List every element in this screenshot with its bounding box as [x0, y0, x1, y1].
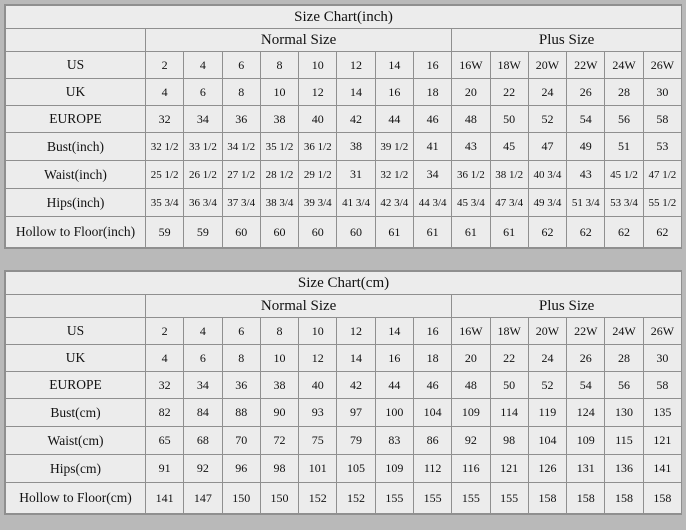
table-cell: 49 3/4: [528, 189, 566, 217]
table-cell: 24W: [605, 318, 643, 345]
table-cell: 135: [643, 399, 681, 427]
table-cell: 22W: [567, 318, 605, 345]
table-cell: 16: [375, 345, 413, 372]
table-cell: 33 1/2: [184, 133, 222, 161]
table-cell: 45 3/4: [452, 189, 490, 217]
table-cell: 36 3/4: [184, 189, 222, 217]
table-cell: 75: [299, 427, 337, 455]
table-cell: 47: [528, 133, 566, 161]
table-cell: 6: [184, 345, 222, 372]
table-cell: 10: [260, 345, 298, 372]
table-row: [6, 133, 682, 161]
table-cell: 39 1/2: [375, 133, 413, 161]
table-cell: 30: [643, 79, 681, 106]
row-label: US: [6, 318, 146, 345]
table-cell: 24W: [605, 52, 643, 79]
table-cell: 61: [375, 217, 413, 248]
table-cell: 16: [413, 52, 451, 79]
table-cell: 42: [337, 106, 375, 133]
table-cell: 152: [337, 483, 375, 514]
table-cell: 44: [375, 372, 413, 399]
table-cell: 62: [605, 217, 643, 248]
table-cell: 4: [184, 52, 222, 79]
table-cell: 96: [222, 455, 260, 483]
table-cell: 58: [643, 372, 681, 399]
table-cell: 53: [643, 133, 681, 161]
table-cell: 115: [605, 427, 643, 455]
table-cell: 10: [299, 318, 337, 345]
corner-blank-cell: [6, 29, 146, 52]
table-cell: 35 1/2: [260, 133, 298, 161]
table-cell: 105: [337, 455, 375, 483]
table-cell: 100: [375, 399, 413, 427]
table-cell: 8: [260, 52, 298, 79]
table-cell: 26: [567, 79, 605, 106]
table-cell: 109: [375, 455, 413, 483]
table-cell: 136: [605, 455, 643, 483]
table-cell: 72: [260, 427, 298, 455]
table-cell: 104: [528, 427, 566, 455]
table-cell: 46: [413, 372, 451, 399]
row-label: Hollow to Floor(inch): [6, 217, 146, 248]
table-cell: 25 1/2: [146, 161, 184, 189]
table-cell: 55 1/2: [643, 189, 681, 217]
table-cell: 59: [184, 217, 222, 248]
size-chart-table-inch: [5, 5, 682, 248]
size-chart-cm: [4, 270, 682, 515]
row-label: UK: [6, 79, 146, 106]
table-cell: 56: [605, 372, 643, 399]
table-cell: 46: [413, 106, 451, 133]
row-label: Bust(inch): [6, 133, 146, 161]
row-label: Bust(cm): [6, 399, 146, 427]
table-cell: 155: [413, 483, 451, 514]
table-cell: 61: [452, 217, 490, 248]
table-cell: 27 1/2: [222, 161, 260, 189]
table-cell: 32 1/2: [375, 161, 413, 189]
table-cell: 60: [260, 217, 298, 248]
table-cell: 97: [337, 399, 375, 427]
table-cell: 54: [567, 106, 605, 133]
size-chart-inch: [4, 4, 682, 249]
table-cell: 60: [222, 217, 260, 248]
table-cell: 32: [146, 106, 184, 133]
table-cell: 37 3/4: [222, 189, 260, 217]
table-cell: 38 3/4: [260, 189, 298, 217]
table-cell: 124: [567, 399, 605, 427]
table-row: [6, 455, 682, 483]
table-cell: 158: [567, 483, 605, 514]
table-cell: 52: [528, 372, 566, 399]
row-label: Waist(cm): [6, 427, 146, 455]
table-cell: 38: [260, 372, 298, 399]
table-cell: 141: [643, 455, 681, 483]
table-cell: 150: [260, 483, 298, 514]
table-cell: 18: [413, 79, 451, 106]
table-row: [6, 345, 682, 372]
table-cell: 34 1/2: [222, 133, 260, 161]
group-header-plus: Plus Size: [452, 295, 682, 318]
table-cell: 26 1/2: [184, 161, 222, 189]
chart-title: Size Chart(inch): [6, 6, 682, 29]
table-cell: 14: [337, 345, 375, 372]
table-cell: 90: [260, 399, 298, 427]
table-cell: 92: [452, 427, 490, 455]
table-cell: 40: [299, 372, 337, 399]
corner-blank-cell: [6, 295, 146, 318]
row-label: US: [6, 52, 146, 79]
table-cell: 70: [222, 427, 260, 455]
table-cell: 26W: [643, 52, 681, 79]
table-cell: 38: [337, 133, 375, 161]
table-row: [6, 106, 682, 133]
table-cell: 54: [567, 372, 605, 399]
table-cell: 36: [222, 372, 260, 399]
table-cell: 20: [452, 79, 490, 106]
table-cell: 4: [184, 318, 222, 345]
table-row: [6, 161, 682, 189]
table-cell: 29 1/2: [299, 161, 337, 189]
table-cell: 60: [299, 217, 337, 248]
table-cell: 114: [490, 399, 528, 427]
table-cell: 22: [490, 345, 528, 372]
table-cell: 155: [375, 483, 413, 514]
table-cell: 30: [643, 345, 681, 372]
table-cell: 91: [146, 455, 184, 483]
table-cell: 8: [260, 318, 298, 345]
table-cell: 43: [452, 133, 490, 161]
row-label: Waist(inch): [6, 161, 146, 189]
table-cell: 44: [375, 106, 413, 133]
table-row: [6, 427, 682, 455]
table-cell: 83: [375, 427, 413, 455]
table-cell: 49: [567, 133, 605, 161]
table-cell: 20: [452, 345, 490, 372]
table-cell: 42: [337, 372, 375, 399]
table-cell: 2: [146, 52, 184, 79]
table-cell: 41: [413, 133, 451, 161]
table-row: [6, 399, 682, 427]
table-cell: 48: [452, 372, 490, 399]
table-row: [6, 189, 682, 217]
row-label: UK: [6, 345, 146, 372]
row-label: Hips(inch): [6, 189, 146, 217]
group-header-normal: Normal Size: [146, 29, 452, 52]
chart-title: Size Chart(cm): [6, 272, 682, 295]
table-cell: 45: [490, 133, 528, 161]
table-cell: 2: [146, 318, 184, 345]
table-cell: 12: [337, 52, 375, 79]
table-cell: 131: [567, 455, 605, 483]
row-label: EUROPE: [6, 372, 146, 399]
table-cell: 18W: [490, 318, 528, 345]
table-cell: 6: [184, 79, 222, 106]
table-cell: 16: [375, 79, 413, 106]
table-cell: 4: [146, 79, 184, 106]
table-cell: 52: [528, 106, 566, 133]
table-cell: 34: [184, 106, 222, 133]
table-cell: 38: [260, 106, 298, 133]
table-cell: 14: [337, 79, 375, 106]
table-cell: 79: [337, 427, 375, 455]
table-cell: 50: [490, 372, 528, 399]
table-cell: 36 1/2: [299, 133, 337, 161]
table-cell: 98: [490, 427, 528, 455]
table-cell: 16W: [452, 52, 490, 79]
table-cell: 61: [490, 217, 528, 248]
table-cell: 58: [643, 106, 681, 133]
table-cell: 65: [146, 427, 184, 455]
row-label: Hollow to Floor(cm): [6, 483, 146, 514]
table-cell: 116: [452, 455, 490, 483]
table-cell: 18W: [490, 52, 528, 79]
table-cell: 12: [299, 345, 337, 372]
table-cell: 6: [222, 52, 260, 79]
table-cell: 147: [184, 483, 222, 514]
table-cell: 84: [184, 399, 222, 427]
table-cell: 141: [146, 483, 184, 514]
table-row: [6, 217, 682, 248]
table-cell: 43: [567, 161, 605, 189]
size-chart-table-cm: [5, 271, 682, 514]
table-cell: 12: [337, 318, 375, 345]
table-cell: 51: [605, 133, 643, 161]
table-cell: 50: [490, 106, 528, 133]
table-cell: 60: [337, 217, 375, 248]
table-cell: 56: [605, 106, 643, 133]
table-cell: 36: [222, 106, 260, 133]
table-cell: 16: [413, 318, 451, 345]
table-row: [6, 483, 682, 514]
table-cell: 62: [528, 217, 566, 248]
table-cell: 51 3/4: [567, 189, 605, 217]
table-cell: 40: [299, 106, 337, 133]
table-cell: 24: [528, 345, 566, 372]
table-cell: 155: [490, 483, 528, 514]
table-cell: 38 1/2: [490, 161, 528, 189]
table-cell: 158: [605, 483, 643, 514]
table-cell: 59: [146, 217, 184, 248]
table-cell: 48: [452, 106, 490, 133]
table-cell: 98: [260, 455, 298, 483]
table-cell: 6: [222, 318, 260, 345]
table-cell: 53 3/4: [605, 189, 643, 217]
table-cell: 101: [299, 455, 337, 483]
table-cell: 61: [413, 217, 451, 248]
table-cell: 112: [413, 455, 451, 483]
table-cell: 150: [222, 483, 260, 514]
table-cell: 22: [490, 79, 528, 106]
table-cell: 20W: [528, 318, 566, 345]
table-cell: 34: [184, 372, 222, 399]
table-cell: 31: [337, 161, 375, 189]
table-cell: 10: [299, 52, 337, 79]
table-cell: 16W: [452, 318, 490, 345]
group-header-normal: Normal Size: [146, 295, 452, 318]
table-cell: 12: [299, 79, 337, 106]
table-cell: 44 3/4: [413, 189, 451, 217]
table-cell: 93: [299, 399, 337, 427]
table-cell: 104: [413, 399, 451, 427]
table-cell: 62: [643, 217, 681, 248]
table-cell: 40 3/4: [528, 161, 566, 189]
table-cell: 109: [567, 427, 605, 455]
table-cell: 126: [528, 455, 566, 483]
table-cell: 10: [260, 79, 298, 106]
table-cell: 32: [146, 372, 184, 399]
table-cell: 36 1/2: [452, 161, 490, 189]
table-cell: 42 3/4: [375, 189, 413, 217]
table-cell: 41 3/4: [337, 189, 375, 217]
table-cell: 8: [222, 79, 260, 106]
table-row: [6, 372, 682, 399]
table-cell: 47 3/4: [490, 189, 528, 217]
table-cell: 158: [528, 483, 566, 514]
group-header-plus: Plus Size: [452, 29, 682, 52]
table-row: [6, 79, 682, 106]
table-cell: 68: [184, 427, 222, 455]
table-cell: 92: [184, 455, 222, 483]
table-cell: 14: [375, 318, 413, 345]
table-cell: 8: [222, 345, 260, 372]
table-cell: 18: [413, 345, 451, 372]
table-cell: 45 1/2: [605, 161, 643, 189]
table-cell: 130: [605, 399, 643, 427]
table-cell: 158: [643, 483, 681, 514]
table-cell: 121: [490, 455, 528, 483]
row-label: EUROPE: [6, 106, 146, 133]
table-cell: 155: [452, 483, 490, 514]
table-row: [6, 52, 682, 79]
table-cell: 47 1/2: [643, 161, 681, 189]
table-cell: 24: [528, 79, 566, 106]
table-cell: 20W: [528, 52, 566, 79]
table-cell: 28: [605, 79, 643, 106]
table-cell: 32 1/2: [146, 133, 184, 161]
table-cell: 62: [567, 217, 605, 248]
table-cell: 152: [299, 483, 337, 514]
table-cell: 119: [528, 399, 566, 427]
table-cell: 28: [605, 345, 643, 372]
table-cell: 88: [222, 399, 260, 427]
table-cell: 121: [643, 427, 681, 455]
table-cell: 35 3/4: [146, 189, 184, 217]
table-row: [6, 318, 682, 345]
table-cell: 28 1/2: [260, 161, 298, 189]
table-cell: 82: [146, 399, 184, 427]
table-cell: 39 3/4: [299, 189, 337, 217]
table-cell: 26: [567, 345, 605, 372]
table-cell: 4: [146, 345, 184, 372]
table-cell: 26W: [643, 318, 681, 345]
table-cell: 34: [413, 161, 451, 189]
table-cell: 109: [452, 399, 490, 427]
table-cell: 22W: [567, 52, 605, 79]
table-cell: 86: [413, 427, 451, 455]
table-cell: 14: [375, 52, 413, 79]
row-label: Hips(cm): [6, 455, 146, 483]
